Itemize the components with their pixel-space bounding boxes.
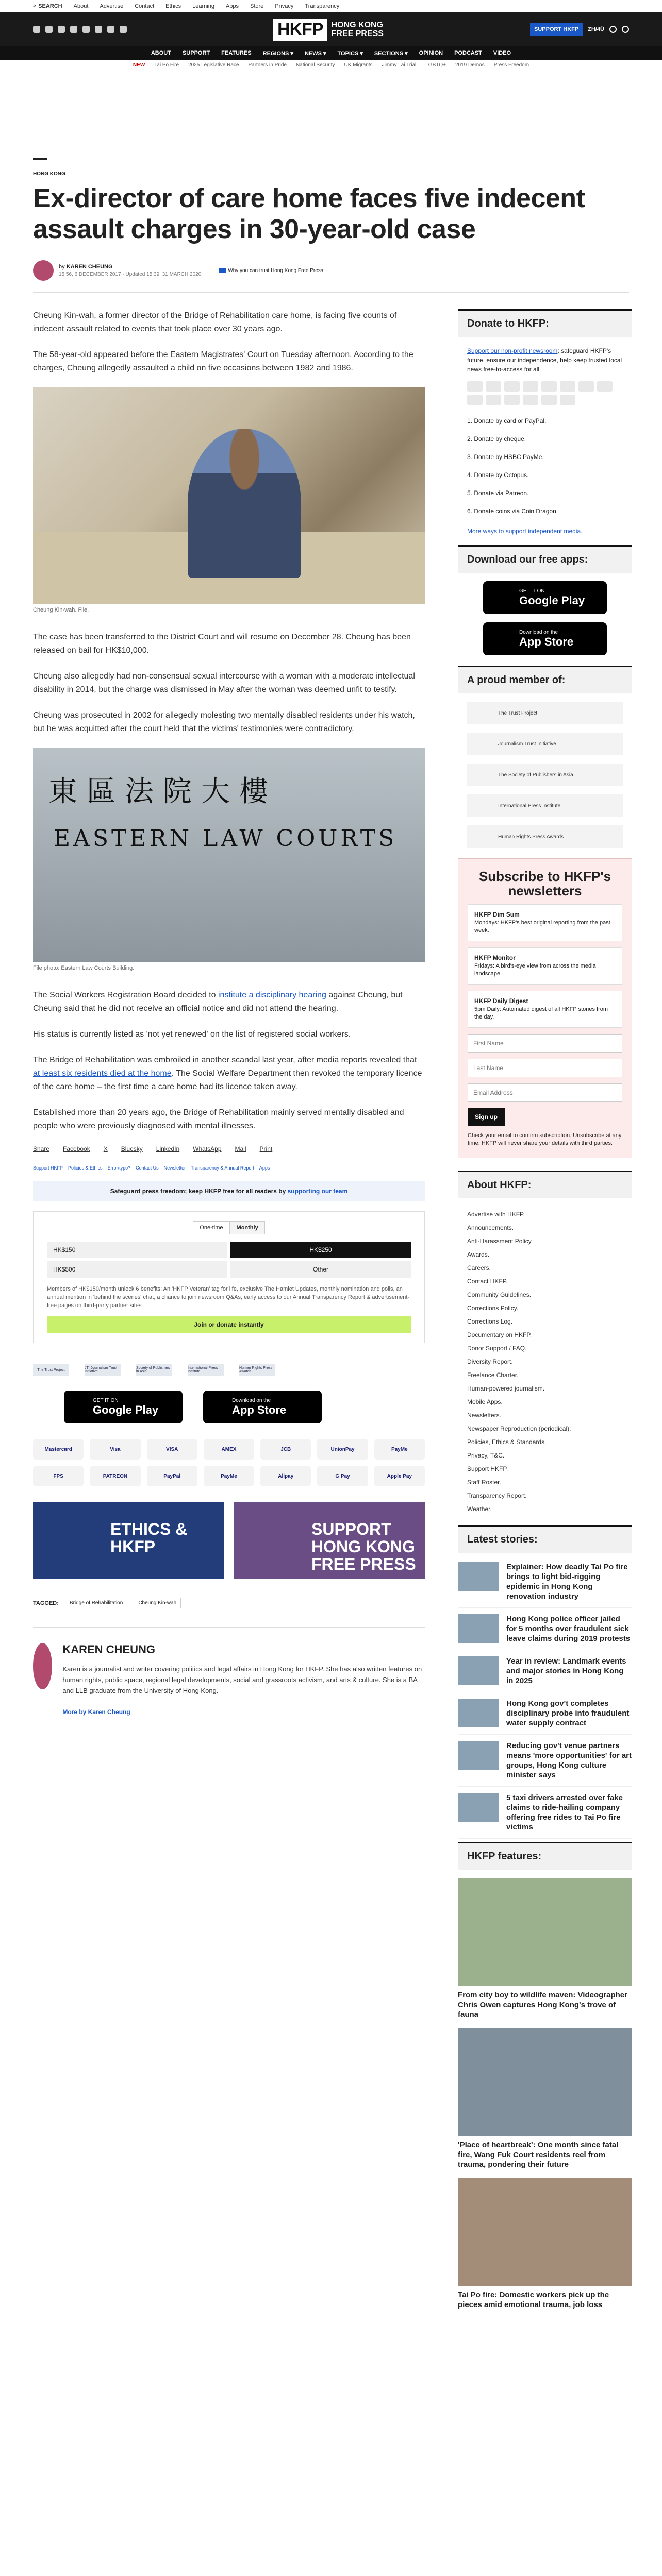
nav-features[interactable]: FEATURES <box>221 50 252 56</box>
payment-logo: Alipay <box>260 1466 311 1486</box>
membership-note: Members of HK$150/month unlock 6 benefits: An 'HKFP Veteran' tag for life, exclusive The Hamlet Updates, monthly nomination and polls, an annual mention in 'behind the scenes' chat, a chance to join newsroom Q&As, early access to our Annual Transparency Report & advertisement-free pages on third-party partner sites. <box>47 1286 410 1309</box>
nav-opinion[interactable]: OPINION <box>419 50 443 56</box>
donate-method[interactable]: 5. Donate via Patreon. <box>467 484 623 502</box>
support-promo: Safeguard press freedom; keep HKFP free for all readers by supporting our team <box>33 1181 425 1201</box>
support-banner[interactable]: SUPPORT HONG KONG FREE PRESS <box>234 1502 425 1579</box>
more-ways-link[interactable]: More ways to support independent media. <box>467 528 583 535</box>
paragraph: The case has been transferred to the District Court and will resume on December 28. Cheung has been released on bail for HK$10,000. <box>33 633 411 655</box>
paragraph: The 58-year-old appeared before the Eastern Magistrates' Court on Tuesday afternoon. According to the charges, Cheung allegedly assaulted a child on five occasions between 1982 and 1986. <box>33 350 413 372</box>
nav-about[interactable]: ABOUT <box>151 50 171 56</box>
frequency-toggle <box>47 1221 411 1234</box>
threads-icon[interactable] <box>70 26 77 33</box>
payment-logo: PATREON <box>90 1466 140 1486</box>
about-link[interactable]: Contact HKFP. <box>467 1278 508 1285</box>
new-badge: NEW <box>133 62 145 68</box>
app-store-badge[interactable]: Download on the App Store <box>483 622 607 655</box>
partner-logo[interactable]: The Trust Project <box>33 1364 69 1376</box>
payment-logo: JCB <box>260 1439 311 1460</box>
photo-caption: File photo: Eastern Law Courts Building. <box>33 965 135 971</box>
about-link[interactable]: Announcements. <box>467 1224 514 1231</box>
app-store-badge[interactable]: Download on the App Store <box>203 1391 322 1423</box>
trending-item[interactable]: LGBTQ+ <box>425 62 446 68</box>
latest-story[interactable]: Reducing gov't venue partners means 'more opportunities' for art groups, Hong Kong culture minister says <box>458 1735 632 1787</box>
top-link-privacy[interactable]: Privacy <box>275 3 294 9</box>
latest-story[interactable]: Hong Kong gov't completes disciplinary probe into fraudulent water supply contract <box>458 1692 632 1735</box>
donation-widget <box>33 1211 425 1343</box>
nav-video[interactable]: VIDEO <box>493 50 511 56</box>
member-logo[interactable]: International Press Institute <box>467 794 623 817</box>
x-icon[interactable] <box>45 26 53 33</box>
payment-logo: G Pay <box>317 1466 368 1486</box>
footer-link[interactable]: Transparency & Annual Report <box>191 1165 254 1171</box>
member-heading: A proud member of: <box>458 666 632 693</box>
about-link[interactable]: Mobile Apps. <box>467 1398 503 1405</box>
about-link[interactable]: Diversity Report. <box>467 1358 513 1365</box>
partner-logo[interactable]: Society of Publishers in Asia <box>136 1364 172 1376</box>
publish-date: 15:56, 6 DECEMBER 2017 <box>59 272 121 277</box>
trending-item[interactable]: 2019 Demos <box>455 62 485 68</box>
payment-logo: Visa <box>90 1439 140 1460</box>
user-icon[interactable] <box>622 26 629 33</box>
author-box-name: KAREN CHEUNG <box>62 1643 156 1656</box>
top-bar <box>0 0 662 12</box>
byline: by KAREN CHEUNG 15:56, 6 DECEMBER 2017 · Updated 15:39, 31 MARCH 2020 Why you can trust Hong Kong Free Press <box>33 260 629 281</box>
social-links <box>33 26 127 33</box>
share-bluesky[interactable]: Bluesky <box>121 1145 143 1153</box>
photo-caption: Cheung Kin-wah. File. <box>33 607 89 613</box>
about-link[interactable]: Careers. <box>467 1264 491 1272</box>
article-category[interactable]: HONG KONG <box>33 171 65 177</box>
ethics-banner[interactable]: ETHICS & HKFP <box>33 1502 224 1579</box>
author-avatar[interactable] <box>33 260 54 281</box>
about-heading: About HKFP: <box>458 1171 632 1198</box>
why-trust-link[interactable]: Why you can trust Hong Kong Free Press <box>219 268 323 274</box>
trending-item[interactable]: Tai Po Fire <box>154 62 179 68</box>
mail-icon[interactable] <box>82 26 90 33</box>
nav-regions[interactable]: REGIONS ▾ <box>262 50 293 57</box>
about-link[interactable]: Newsletters. <box>467 1412 502 1419</box>
trust-icon <box>219 268 226 273</box>
paragraph: The Social Workers Registration Board decided to institute a disciplinary hearing against Cheung, but Cheung said that he did not receive an official notice and did not attend the hearing. <box>33 991 403 1013</box>
footer-link[interactable]: Newsletter <box>163 1165 186 1171</box>
top-link-advertise[interactable]: Advertise <box>100 3 124 9</box>
newsletter-option[interactable]: HKFP Daily Digest 5pm Daily: Automated digest of all HKFP stories from the day. <box>468 991 622 1028</box>
payment-logo: UnionPay <box>317 1439 368 1460</box>
court-sign-chinese: 東區法院大樓 <box>48 775 277 808</box>
share-x[interactable]: X <box>103 1145 108 1153</box>
top-link-transparency[interactable]: Transparency <box>305 3 340 9</box>
join-donate-button[interactable]: Join or donate instantly <box>47 1316 411 1333</box>
nav-sections[interactable]: SECTIONS ▾ <box>374 50 408 57</box>
support-newsroom-link[interactable]: Support our non-profit newsroom <box>467 347 558 354</box>
about-link[interactable]: Transparency Report. <box>467 1492 527 1499</box>
promo-banners <box>33 1502 425 1579</box>
payment-logo: VISA <box>147 1439 197 1460</box>
donate-method[interactable]: 3. Donate by HSBC PayMe. <box>467 448 623 466</box>
donate-method[interactable]: 4. Donate by Octopus. <box>467 466 623 484</box>
member-logo[interactable]: Human Rights Press Awards <box>467 825 623 848</box>
about-link[interactable]: Policies, Ethics & Standards. <box>467 1438 547 1446</box>
trending-item[interactable]: Partners in Pride <box>248 62 287 68</box>
facebook-icon[interactable] <box>33 26 40 33</box>
amount-option[interactable]: HK$500 <box>47 1261 227 1278</box>
footer-link[interactable]: Apps <box>259 1165 270 1171</box>
paragraph: Cheung also allegedly had non-consensual sexual intercourse with a woman with a moderate intellectual disability in 2014, but the charge was dismissed in May after the woman was deemed unfit to testify. <box>33 672 415 694</box>
title-rule <box>33 158 47 160</box>
updated-date: Updated 15:39, 31 MARCH 2020 <box>125 272 202 277</box>
about-link[interactable]: Weather. <box>467 1505 492 1513</box>
donate-method[interactable]: 1. Donate by card or PayPal. <box>467 412 623 430</box>
paragraph: Cheung was prosecuted in 2002 for allegedly molesting two mentally disabled residents under his watch, but he was acquitted after the court held that the victims' testimonies were contradictory. <box>33 711 415 733</box>
newsletter-heading: Subscribe to HKFP's newsletters <box>478 869 611 899</box>
paragraph: Established more than 20 years ago, the Bridge of Rehabilitation mainly served mentally disabled and people who were previously diagnosed with mental illnesses. <box>33 1108 404 1130</box>
share-print[interactable]: Print <box>259 1145 273 1153</box>
share-bar <box>33 1145 425 1160</box>
more-by-author-link[interactable]: More by Karen Cheung <box>62 1708 130 1716</box>
author-name[interactable]: KAREN CHEUNG <box>66 264 113 270</box>
share-linkedin[interactable]: LinkedIn <box>156 1145 180 1153</box>
footer-link[interactable]: Support HKFP <box>33 1165 63 1171</box>
nav-topics[interactable]: TOPICS ▾ <box>337 50 363 57</box>
about-link[interactable]: Anti-Harassment Policy. <box>467 1238 533 1245</box>
footer-link[interactable]: Error/typo? <box>107 1165 131 1171</box>
apps-heading: Download our free apps: <box>458 545 632 573</box>
payment-logo: PayMe <box>204 1466 254 1486</box>
about-link[interactable]: Documentary on HKFP. <box>467 1331 532 1338</box>
signup-button[interactable]: Sign up <box>468 1108 505 1126</box>
features-heading: HKFP features: <box>458 1842 632 1870</box>
amount-option[interactable]: HK$150 <box>47 1242 227 1258</box>
partner-logos <box>33 1364 425 1376</box>
member-logo[interactable]: Journalism Trust Initiative <box>467 733 623 755</box>
newsletter-option[interactable]: HKFP Dim Sum Mondays: HKFP's best original reporting from the past week. <box>468 904 622 941</box>
donate-method[interactable]: 2. Donate by cheque. <box>467 430 623 448</box>
amount-option-selected[interactable]: HK$250 <box>230 1242 411 1258</box>
paragraph: His status is currently listed as 'not yet renewed' on the list of registered social workers. <box>33 1030 351 1039</box>
newsletter-option[interactable]: HKFP Monitor Fridays: A bird's-eye view from across the media landscape. <box>468 947 622 985</box>
payment-methods <box>33 1439 425 1486</box>
instagram-icon[interactable] <box>58 26 65 33</box>
masthead <box>0 12 662 46</box>
feature-story[interactable]: 'Place of heartbreak': One month since fatal fire, Wang Fuk Court residents reel from trauma, pondering their future <box>458 2028 632 2170</box>
first-name-field[interactable]: First Name <box>468 1034 622 1053</box>
author-bio: Karen is a journalist and writer covering politics and legal affairs in Hong Kong for HKFP. She has also written features on human rights, public space, regional legal developments, social and grassroots activism, and arts & culture. She is a BA and LLB graduate from the University of Hong Kong. <box>62 1665 422 1694</box>
author-avatar[interactable] <box>33 1643 52 1689</box>
payment-logo: Apple Pay <box>374 1466 425 1486</box>
google-play-badge[interactable]: GET IT ON Google Play <box>483 581 607 614</box>
last-name-field[interactable]: Last Name <box>468 1059 622 1077</box>
member-logo[interactable]: The Society of Publishers in Asia <box>467 764 623 786</box>
share-facebook[interactable]: Facebook <box>63 1145 90 1153</box>
article-title: Ex-director of care home faces five indecent assault charges in 30-year-old case <box>33 183 585 244</box>
partner-logo[interactable]: International Press Institute <box>188 1364 224 1376</box>
about-link[interactable]: Human-powered journalism. <box>467 1385 545 1392</box>
amount-option-other[interactable]: Other <box>230 1261 411 1278</box>
latest-story[interactable]: Hong Kong police officer jailed for 5 months over fraudulent sick leave claims during 2019 protests <box>458 1608 632 1650</box>
trending-item[interactable]: 2025 Legislative Race <box>188 62 239 68</box>
linkedin-icon[interactable] <box>120 26 127 33</box>
disciplinary-hearing-link[interactable]: institute a disciplinary hearing <box>218 991 326 999</box>
app-store-badges <box>64 1391 425 1423</box>
article-footer-links <box>33 1160 425 1176</box>
signup-note: Check your email to confirm subscription. Unsubscribe at any time. HKFP will never share your details with third parties. <box>468 1132 622 1146</box>
newsletter-signup <box>458 858 632 1158</box>
article-photo <box>33 748 425 962</box>
masthead-actions <box>530 23 629 36</box>
payment-logo: Mastercard <box>33 1439 84 1460</box>
about-link[interactable]: Awards. <box>467 1251 490 1258</box>
youtube-icon[interactable] <box>107 26 114 33</box>
latest-stories <box>458 1553 632 1842</box>
partner-logo[interactable]: Human Rights Press Awards <box>239 1364 275 1376</box>
trending-item[interactable]: National Security <box>295 62 335 68</box>
logo-mark: HKFP <box>273 19 327 41</box>
top-link-learning[interactable]: Learning <box>192 3 214 9</box>
trending-item[interactable]: Jimmy Lai Trial <box>382 62 417 68</box>
court-sign-english: EASTERN LAW COURTS <box>54 825 398 852</box>
top-link-contact[interactable]: Contact <box>135 3 155 9</box>
member-logo[interactable]: The Trust Project <box>467 702 623 724</box>
about-link[interactable]: Advertise with HKFP. <box>467 1211 525 1218</box>
about-link[interactable]: Corrections Policy. <box>467 1304 519 1312</box>
residents-died-link[interactable]: at least six residents died at the home <box>33 1069 172 1078</box>
top-link-ethics[interactable]: Ethics <box>166 3 181 9</box>
share-mail[interactable]: Mail <box>235 1145 246 1153</box>
about-link[interactable]: Donor Support / FAQ. <box>467 1345 527 1352</box>
latest-story[interactable]: Year in review: Landmark events and major stories in Hong Kong in 2025 <box>458 1650 632 1692</box>
share-whatsapp[interactable]: WhatsApp <box>193 1145 222 1153</box>
email-field[interactable]: Email Address <box>468 1083 622 1102</box>
share-link[interactable]: Share <box>33 1145 50 1153</box>
payment-logo: PayPal <box>147 1466 197 1486</box>
partner-logo[interactable]: JTI Journalism Trust Initiative <box>85 1364 121 1376</box>
trending-item[interactable]: Press Freedom <box>493 62 529 68</box>
payment-logo: AMEX <box>204 1439 254 1460</box>
latest-story[interactable]: 5 taxi drivers arrested over fake claims to ride-hailing company offering free rides to Tai Po fire victims <box>458 1787 632 1839</box>
top-link-apps[interactable]: Apps <box>225 3 239 9</box>
about-link[interactable]: Corrections Log. <box>467 1318 513 1325</box>
donate-methods <box>467 412 623 520</box>
top-link-store[interactable]: Store <box>250 3 264 9</box>
card-logos <box>467 381 623 405</box>
nav-podcast[interactable]: PODCAST <box>454 50 482 56</box>
about-link[interactable]: Support HKFP. <box>467 1465 508 1472</box>
support-team-link[interactable]: supporting our team <box>287 1188 348 1195</box>
paragraph: The Bridge of Rehabilitation was embroiled in another scandal last year, after media reports revealed that at least six residents died at the home. The Social Welfare Department then revoked the temporary licence of the care home – the first time a care home had its licence taken away. <box>33 1056 422 1091</box>
donate-text: Support our non-profit newsroom: safeguard HKFP's future, ensure our independence, help keep trusted local news free-to-access for all. <box>467 347 622 373</box>
about-link[interactable]: Privacy, T&C. <box>467 1452 505 1459</box>
footer-link[interactable]: Policies & Ethics <box>68 1165 103 1171</box>
article-photo <box>33 387 425 604</box>
feature-story[interactable]: From city boy to wildlife maven: Videographer Chris Owen captures Hong Kong's trove of fauna <box>458 1878 632 2020</box>
telegram-icon[interactable] <box>95 26 102 33</box>
support-hkfp-button[interactable]: SUPPORT HKFP <box>530 23 583 36</box>
trending-item[interactable]: UK Migrants <box>344 62 373 68</box>
monthly-tab[interactable]: Monthly <box>230 1221 265 1234</box>
one-time-tab[interactable]: One-time <box>193 1221 229 1234</box>
tag[interactable]: Cheung Kin-wah <box>134 1598 181 1608</box>
feature-story[interactable]: Tai Po fire: Domestic workers pick up the pieces amid emotional trauma, job loss <box>458 2178 632 2310</box>
tags: TAGGED: Bridge of Rehabilitation Cheung Kin-wah <box>33 1598 425 1608</box>
logo-name: HONG KONG FREE PRESS <box>331 21 384 38</box>
footer-link[interactable]: Contact Us <box>136 1165 159 1171</box>
about-link[interactable]: Freelance Charter. <box>467 1371 519 1379</box>
search-button[interactable]: ⌕ SEARCH <box>33 3 62 9</box>
site-logo[interactable] <box>273 19 384 41</box>
about-link[interactable]: Staff Roster. <box>467 1479 501 1486</box>
paragraph: Cheung Kin-wah, a former director of the Bridge of Rehabilitation care home, is facing five counts of indecent assault related to events that took place over 30 years ago. <box>33 311 397 333</box>
article-body <box>33 309 425 2310</box>
about-link[interactable]: Newspaper Reproduction (periodical). <box>467 1425 571 1432</box>
payment-logo: FPS <box>33 1466 84 1486</box>
main-nav <box>0 46 662 60</box>
about-link[interactable]: Community Guidelines. <box>467 1291 532 1298</box>
language-toggle[interactable]: ZH/4Ü <box>588 26 604 32</box>
latest-story[interactable]: Explainer: How deadly Tai Po fire brings to light bid-rigging epidemic in Hong Kong renovation industry <box>458 1556 632 1608</box>
search-icon[interactable] <box>609 26 617 33</box>
sidebar <box>458 309 632 2310</box>
google-play-badge[interactable]: GET IT ON Google Play <box>64 1391 183 1423</box>
latest-heading: Latest stories: <box>458 1525 632 1553</box>
donate-method[interactable]: 6. Donate coins via Coin Dragon. <box>467 502 623 520</box>
tag[interactable]: Bridge of Rehabilitation <box>65 1598 127 1608</box>
nav-support[interactable]: SUPPORT <box>182 50 210 56</box>
author-box <box>33 1627 425 1716</box>
amount-options <box>47 1242 411 1278</box>
member-logos <box>458 702 632 848</box>
search-icon: ⌕ <box>33 3 37 9</box>
payment-logo: PayMe <box>374 1439 425 1460</box>
donate-heading: Donate to HKFP: <box>458 309 632 337</box>
top-link-about[interactable]: About <box>73 3 89 9</box>
trending-bar <box>0 60 662 71</box>
nav-news[interactable]: NEWS ▾ <box>304 50 326 57</box>
about-links <box>458 1198 632 1525</box>
